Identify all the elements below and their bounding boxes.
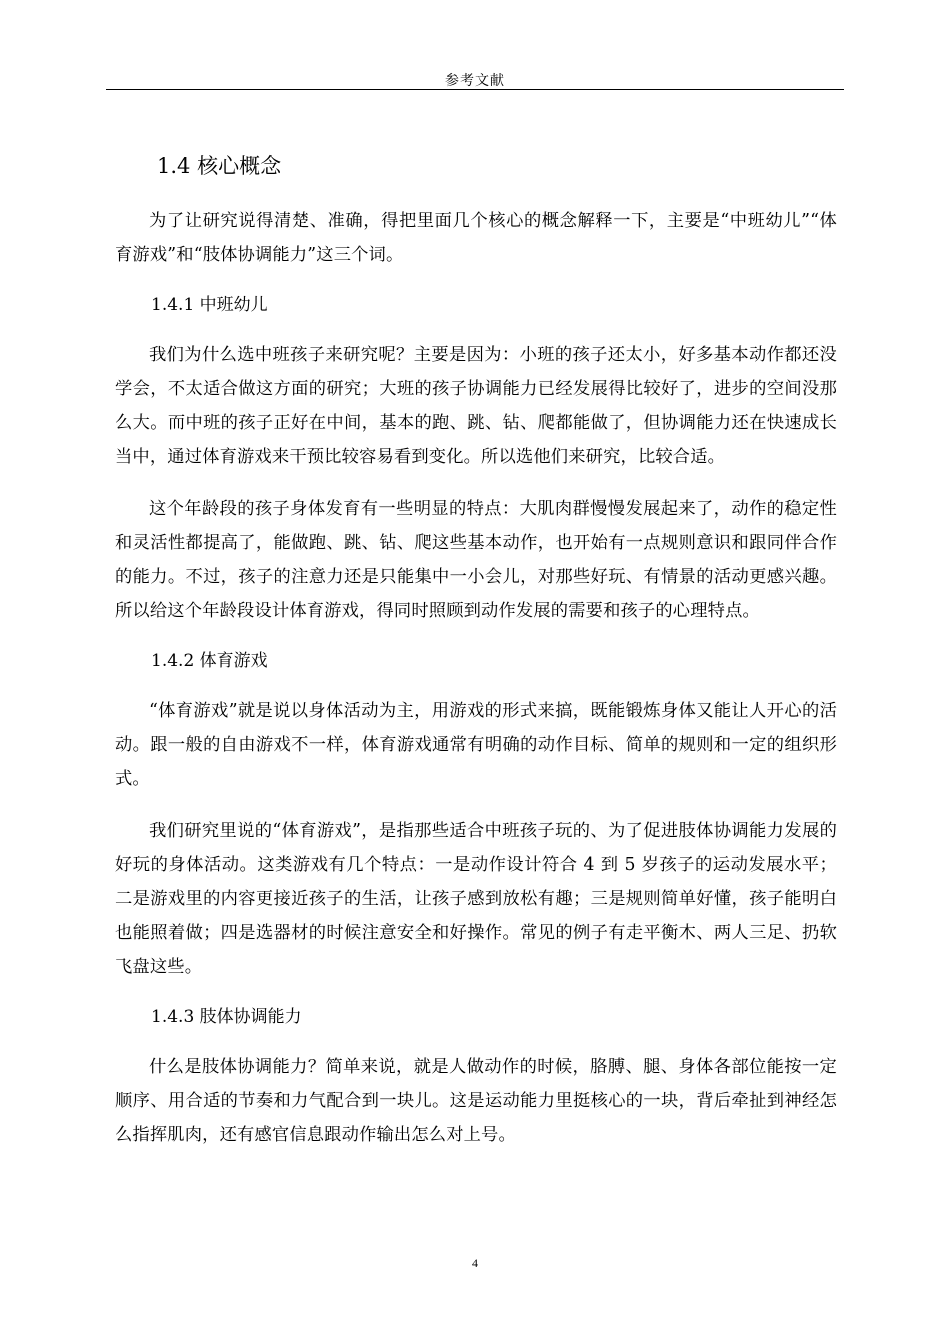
subsection-heading: 1.4.1 中班幼儿 [151, 295, 268, 315]
subsection-heading: 1.4.2 体育游戏 [151, 651, 268, 671]
subsection-heading: 1.4.3 肢体协调能力 [151, 1007, 302, 1027]
page-content [115, 148, 837, 1152]
paragraph: 我们研究里说的“体育游戏”，是指那些适合中班孩子玩的、为了促进肢体协调能力发展的好玩的身体活动。这类游戏有几个特点：一是动作设计符合 4 到 5 岁孩子的运动发展水平；二是游戏里的内容更接近孩子的生活，让孩子感到放松有趣；三是规则简单好懂，孩子能明白也能照着做；四是选器材的时候注意安全和好操作。常见的例子有走平衡木、两人三足、扔软飞盘这些。 [115, 821, 837, 977]
section-heading: 1.4 核心概念 [157, 154, 282, 178]
section-intro: 为了让研究说得清楚、准确，得把里面几个核心的概念解释一下，主要是“中班幼儿”“体育游戏”和“肢体协调能力”这三个词。 [115, 211, 837, 265]
page-number: 4 [472, 1256, 478, 1270]
paragraph: 什么是肢体协调能力？简单来说，就是人做动作的时候，胳膊、腿、身体各部位能按一定顺序、用合适的节奏和力气配合到一块儿。这是运动能力里挺核心的一块，背后牵扯到神经怎么指挥肌肉，还有感官信息跟动作输出怎么对上号。 [115, 1057, 837, 1145]
paragraph: 我们为什么选中班孩子来研究呢？主要是因为：小班的孩子还太小，好多基本动作都还没学会，不太适合做这方面的研究；大班的孩子协调能力已经发展得比较好了，进步的空间没那么大。而中班的孩子正好在中间，基本的跑、跳、钻、爬都能做了，但协调能力还在快速成长当中，通过体育游戏来干预比较容易看到变化。所以选他们来研究，比较合适。 [115, 345, 837, 467]
header-divider [106, 89, 844, 90]
paragraph: 这个年龄段的孩子身体发育有一些明显的特点：大肌肉群慢慢发展起来了，动作的稳定性和灵活性都提高了，能做跑、跳、钻、爬这些基本动作，也开始有一点规则意识和跟同伴合作的能力。不过，孩子的注意力还是只能集中一小会儿，对那些好玩、有情景的活动更感兴趣。所以给这个年龄段设计体育游戏，得同时照顾到动作发展的需要和孩子的心理特点。 [115, 499, 837, 621]
header-title: 参考文献 [445, 73, 505, 89]
paragraph: “体育游戏”就是说以身体活动为主，用游戏的形式来搞，既能锻炼身体又能让人开心的活动。跟一般的自由游戏不一样，体育游戏通常有明确的动作目标、简单的规则和一定的组织形式。 [115, 701, 837, 789]
